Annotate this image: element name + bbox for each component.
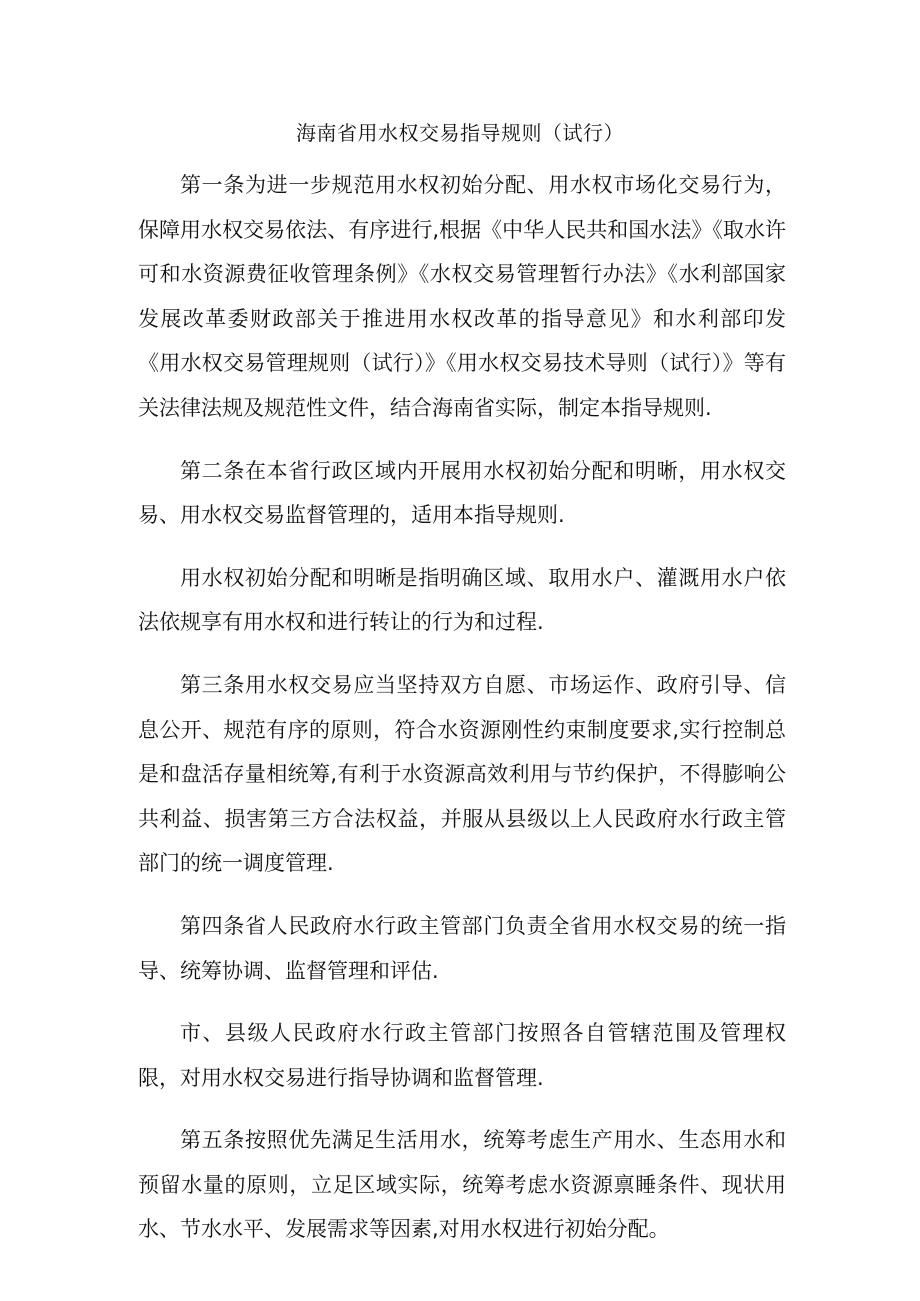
paragraph-article-2-definition: 用水权初始分配和明晰是指明确区域、取用水户、灌溉用水户依法依规享有用水权和进行转让的行为和过程.: [138, 565, 786, 635]
paragraph-article-2: 第二条在本省行政区域内开展用水权初始分配和明晰，用水权交易、用水权交易监督管理的，适用本指导规则.: [138, 458, 786, 528]
paragraph-article-4-county: 市、县级人民政府水行政主管部门按照各自管辖范围及管理权限，对用水权交易进行指导协调和监督管理.: [138, 1021, 786, 1090]
document-body: [138, 163, 786, 1270]
paragraph-article-4: 第四条省人民政府水行政主管部门负责全省用水权交易的统一指导、统筹协调、监督管理和评估.: [138, 913, 786, 983]
paragraph-article-1: 第一条为进一步规范用水权初始分配、用水权市场化交易行为，保障用水权交易依法、有序进行,根据《中华人民共和国水法》《取水许可和水资源费征收管理条例》《水权交易管理暂行办法》《水利部国家发展改革委财政部关于推进用水权改革的指导意见》和水利部印发《用水权交易管理规则（试行）》《用水权交易技术导则（试行）》等有关法律法规及规范性文件，结合海南省实际，制定本指导规则.: [138, 173, 786, 420]
paragraph-article-5: 第五条按照优先满足生活用水，统筹考虑生产用水、生态用水和预留水量的原则，立足区域实际，统筹考虑水资源禀睡条件、现状用水、节水水平、发展需求等因素,对用水权进行初始分配。: [138, 1128, 786, 1242]
document-title: 海南省用水权交易指导规则（试行）: [296, 121, 624, 145]
paragraph-article-3: 第三条用水权交易应当坚持双方自愿、市场运作、政府引导、信息公开、规范有序的原则，符合水资源刚性约束制度要求,实行控制总是和盘活存量相统筹,有利于水资源高效利用与节约保护，不得膨响公共利益、损害第三方合法权益，并服从县级以上人民政府水行政主管部门的统一调度管理.: [138, 672, 786, 876]
